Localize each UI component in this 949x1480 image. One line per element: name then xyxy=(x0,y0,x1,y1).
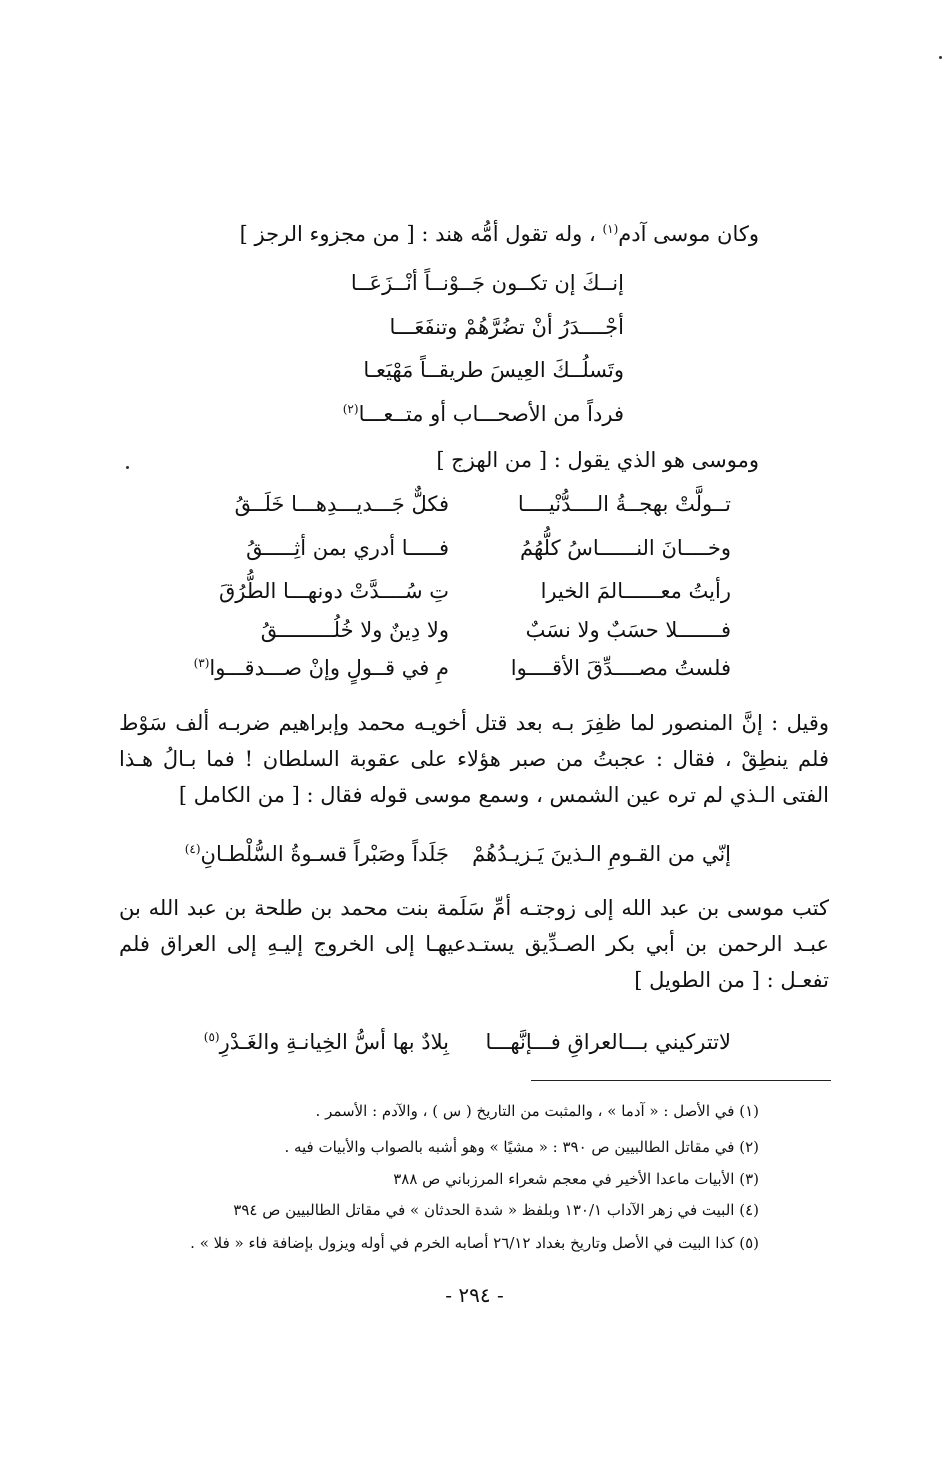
footnote-ref-2: (٢) xyxy=(342,402,359,416)
poem1-line: وتَسلُــكَ العِيسَ طريقــاً مَهْيَعـا xyxy=(363,358,624,382)
page-number: - ٢٩٤ - xyxy=(445,1283,504,1307)
footnote-ref-1: (١) xyxy=(602,222,619,236)
footnote-ref-3: (٣) xyxy=(193,656,210,670)
poem2-right-hemistich: تــولَّتْ بهجــةُ الــــدُّنْيــــا xyxy=(517,492,731,516)
intro-line-2: وموسى هو الذي يقول : [ من الهزج ] xyxy=(436,448,759,472)
footnote: (١) في الأصل : « آدما » ، والمثبت من التاريخ ( س ) ، والآدم : الأسمر . xyxy=(315,1102,759,1120)
footnote-separator xyxy=(531,1080,831,1081)
scan-speck xyxy=(939,56,942,59)
scan-speck xyxy=(126,466,129,469)
footnote: (٤) البيت في زهر الآداب ١٣٠/١ وبلفظ « شدة الحدثان » في مقاتل الطالبيين ص ٣٩٤ xyxy=(233,1201,759,1219)
poem2-left-hemistich: فـــــا أدري بمن أثِـــــقُ xyxy=(246,536,449,560)
poem2-left-hemistich xyxy=(129,656,449,680)
intro-text-2: ، وله تقول أمُّه هند : [ من مجزوء الرجز ] xyxy=(239,222,603,246)
footnote: (٣) الأبيات ماعدا الأخير في معجم شعراء المرزباني ص ٣٨٨ xyxy=(393,1170,759,1188)
verse3-right-hemistich: إنّي من القـومِ الـذينَ يَـزيـدُهُمْ xyxy=(472,842,731,866)
footnote-ref-5: (٥) xyxy=(203,1030,220,1044)
footnote: (٢) في مقاتل الطالبيين ص ٣٩٠ : « مشيًا » وهو أشبه بالصواب والأبيات فيه . xyxy=(284,1138,759,1156)
footnote: (٥) كذا البيت في الأصل وتاريخ بغداد ٢٦/١٢ أصابه الخرم في أوله ويزول بإضافة فاء « فلا » . xyxy=(190,1234,759,1252)
poem2-left-hemistich: فكلٌّ جَـــديـــدِهـــا خَلَــقُ xyxy=(234,492,449,516)
poem1-line: أجْــــدَرُ أنْ تضُرَّهُمْ وتنفَعَـــا xyxy=(389,315,624,339)
verse3-left-text: جَلَداً وصَبْراً قسـوةُ السُّلْطـانِ xyxy=(200,842,449,866)
intro-line-1 xyxy=(240,214,759,249)
poem2-left-hemistich: ولا دِينٌ ولا خُلُـــــــــقُ xyxy=(260,618,449,642)
paragraph-mansur: وقيل : إنَّ المنصور لما ظفِرَ بـه بعد قتل أخويـه محمد وإبراهيم ضربـه ألف سَوْط فلم ينطِقْ ، فقال : عجبتُ من صبر هؤلاء على عقوبة السلطان ! فما بـالُ هـذا الفتى الـذي لم تره عين الشمس ، وسمع موسى قوله فقال : [ من الكامل ] xyxy=(119,711,829,807)
verse4-right-hemistich: لاتتركيني بـــالعراقِ فـــإنَّهـــا xyxy=(485,1030,731,1054)
poem1-line: إنــكَ إن تكــون جَــوْنــاً أنْــزَعَــا xyxy=(350,271,624,295)
poem2-right-hemistich: وخــــانَ النــــــاسُ كلُّهُمُ xyxy=(519,536,731,560)
poem2-right-hemistich: فلستُ مصــــدِّقَ الأقــــوا xyxy=(510,656,731,680)
poem2-right-hemistich: فـــــــلا حسَبٌ ولا نسَبٌ xyxy=(525,618,731,642)
intro-text: وكان موسى آدم xyxy=(618,222,759,246)
paragraph-letter: كتب موسى بن عبد الله إلى زوجتـه أمِّ سَلَمة بنت محمد بن طلحة بن عبد الله بن عبـد الرحمن بن أبي بكر الصـدِّيق يستـدعيهـا إلى الخروج إليـهِ إلى العراق فلم تفعـل : [ من الطويل ] xyxy=(119,896,829,992)
verse3-left-hemistich xyxy=(129,842,449,866)
poem2-last-text: مِ في قــولٍ وإنْ صـــدقـــوا xyxy=(209,656,449,680)
poem1-line xyxy=(343,394,624,429)
poem1-last-text: فرداً من الأصحـــاب أو متــعـــا xyxy=(358,402,624,426)
verse4-left-hemistich xyxy=(129,1030,449,1054)
poem2-right-hemistich: رأيتُ معــــــالمَ الخيرا xyxy=(540,579,731,603)
verse4-left-text: بِلادٌ بها أسُّ الخِيانـةِ والغَـدْرِ xyxy=(219,1030,449,1054)
footnote-ref-4: (٤) xyxy=(184,842,201,856)
poem2-left-hemistich: تِ سُــــدَّتْ دونهـــا الطُّرُقَ xyxy=(218,579,449,603)
